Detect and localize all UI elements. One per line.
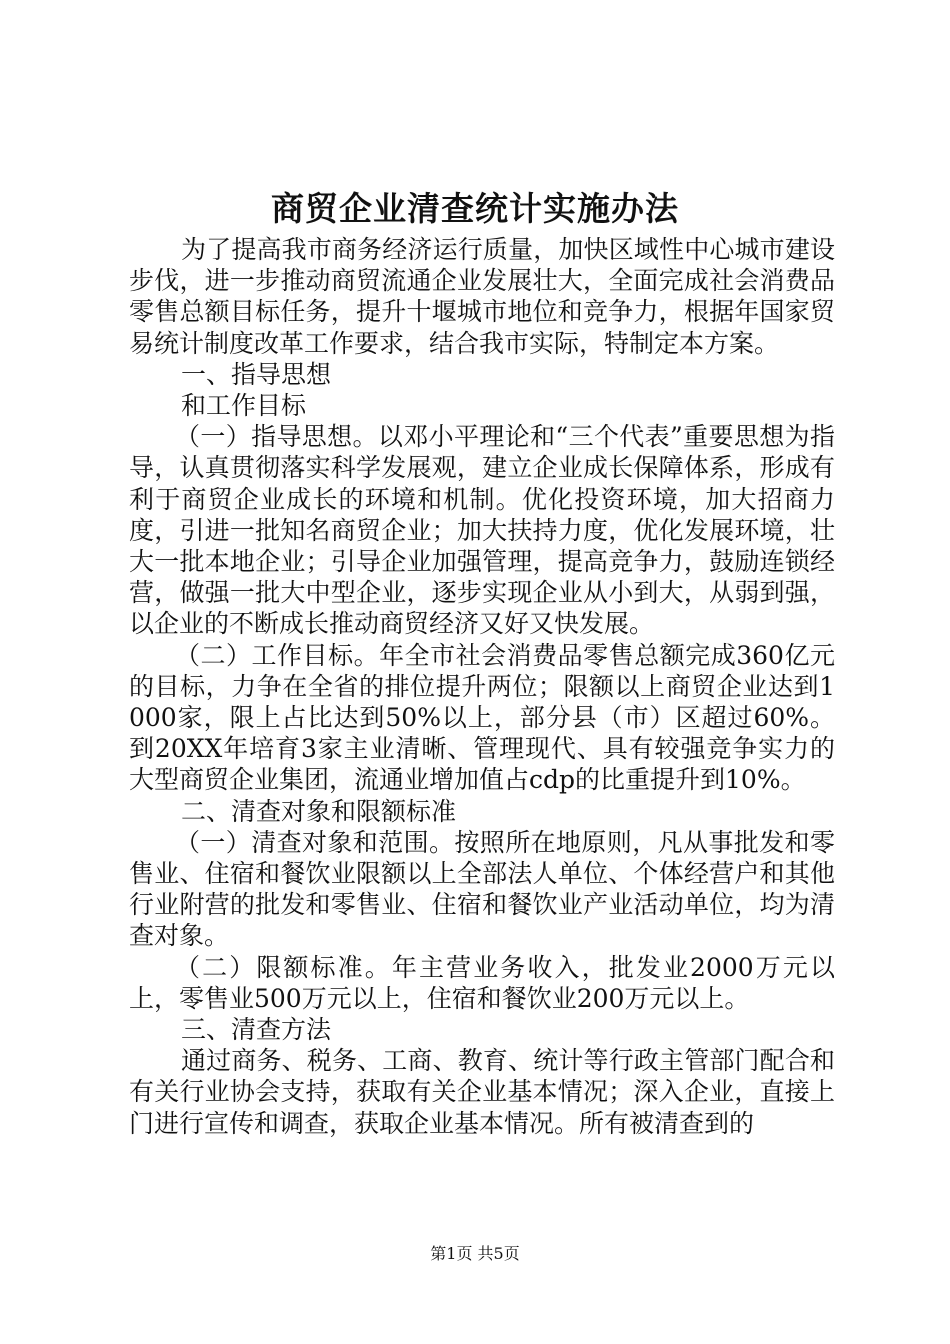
intro-paragraph: 为了提高我市商务经济运行质量，加快区域性中心城市建设步伐，进一步推动商贸流通企业发展壮大，全面完成社会消费品零售总额目标任务，提升十堰城市地位和竞争力，根据年国家贸易统计制度改革工作要求，结合我市实际，特制定本方案。 [129,235,835,358]
work-goal-paragraph: （二）工作目标。年全市社会消费品零售总额完成360亿元的目标，力争在全省的排位提升两位；限额以上商贸企业达到1000家，限上占比达到50%以上，部分县（市）区超过60%。到20XX年培育3家主业清晰、管理现代、具有较强竞争实力的大型商贸企业集团，流通业增加值占cdp的比重提升到10%。 [129,640,835,795]
document-body [129,234,835,1139]
section-heading-2: 二、清查对象和限额标准 [181,796,457,826]
document-title: 商贸企业清查统计实施办法 [271,189,679,228]
section-heading-1: 一、指导思想 [181,359,332,389]
section-heading-1-cont: 和工作目标 [181,391,307,421]
method-paragraph: 通过商务、税务、工商、教育、统计等行政主管部门配合和有关行业协会支持，获取有关企业基本情况；深入企业，直接上门进行宣传和调查，获取企业基本情况。所有被清查到的 [129,1046,835,1138]
scope-paragraph: （一）清查对象和范围。按照所在地原则，凡从事批发和零售业、住宿和餐饮业限额以上全部法人单位、个体经营户和其他行业附营的批发和零售业、住宿和餐饮业产业活动单位，均为清查对象。 [129,827,835,951]
threshold-paragraph: （二）限额标准。年主营业务收入，批发业2000万元以上，零售业500万元以上，住宿和餐饮业200万元以上。 [129,952,836,1013]
section-heading-3: 三、清查方法 [181,1015,332,1045]
page-footer: 第1页 共5页 [430,1244,520,1263]
guiding-thought-paragraph: （一）指导思想。以邓小平理论和“三个代表”重要思想为指导，认真贯彻落实科学发展观，建立企业成长保障体系，形成有利于商贸企业成长的环境和机制。优化投资环境，加大招商力度，引进一批知名商贸企业；加大扶持力度，优化发展环境，壮大一批本地企业；引导企业加强管理，提高竞争力，鼓励连锁经营，做强一批大中型企业，逐步实现企业从小到大，从弱到强，以企业的不断成长推动商贸经济又好又快发展。 [129,422,835,639]
